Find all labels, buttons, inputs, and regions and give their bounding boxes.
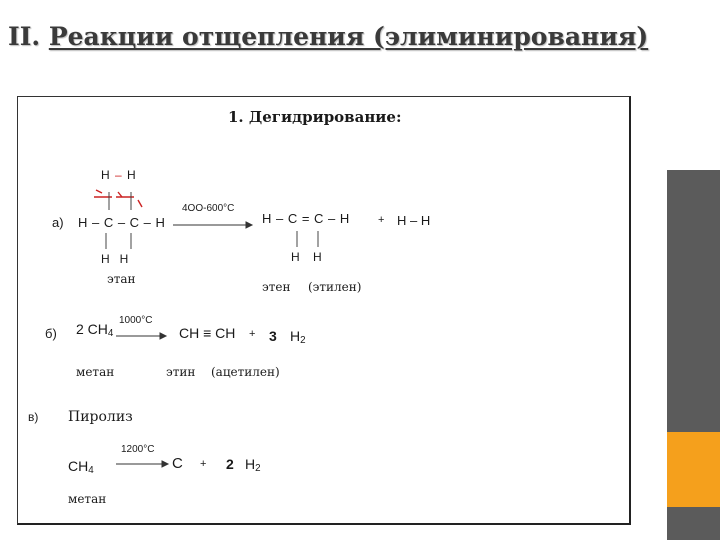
ethene-formula: H – C = C – H <box>262 211 350 226</box>
hydrogen-coef-b: 3 <box>269 328 277 344</box>
reaction-c-plus: + <box>200 458 207 470</box>
ethylene-name: (этилен) <box>308 280 362 294</box>
reaction-b-plus: + <box>249 328 256 340</box>
ethane-bottom-h: H H <box>101 252 129 266</box>
ethane-name: этан <box>107 272 136 286</box>
pyrolysis-title: Пиролиз <box>68 409 133 425</box>
section-heading: 1. Дегидрирование: <box>228 108 402 126</box>
methane-name-b: метан <box>76 365 115 379</box>
methane-formula-c: $CH_4$ <box>68 458 94 476</box>
ethene-bottom-h: H H <box>291 250 322 264</box>
carbon-formula: C <box>172 455 183 472</box>
methane-name-c: метан <box>68 492 107 506</box>
ethyne-name: этин <box>166 365 196 379</box>
reaction-b-condition: 1000°C <box>119 315 153 326</box>
reaction-a-condition: 4OO-600°C <box>182 203 235 214</box>
acetylene-name: (ацетилен) <box>211 365 280 379</box>
hydrogen-coef-c: 2 <box>226 456 234 472</box>
hydrogen-formula-b: $H_2$ <box>290 328 306 346</box>
ethane-top-h: H – H <box>101 168 136 182</box>
title-text: Реакции отщепления (элиминирования) <box>48 22 649 51</box>
ethane-formula: H – C – C – H <box>78 215 166 230</box>
hydrogen-formula-a: H – H <box>397 213 431 228</box>
reaction-c-label: в) <box>28 410 39 424</box>
acetylene-formula: CH ≡ CH <box>179 325 236 341</box>
reaction-c-condition: 1200°C <box>121 444 155 455</box>
methane-formula-b: 2 $CH_4$ <box>76 321 114 339</box>
ethene-name: этен <box>262 280 291 294</box>
reaction-b-label: б) <box>45 326 57 341</box>
reaction-a-plus: + <box>378 214 385 226</box>
hydrogen-formula-c: $H_2$ <box>245 456 261 474</box>
title-roman: II. <box>8 22 41 51</box>
reaction-a-label: а) <box>52 215 64 230</box>
broken-bond-marks <box>94 190 142 207</box>
